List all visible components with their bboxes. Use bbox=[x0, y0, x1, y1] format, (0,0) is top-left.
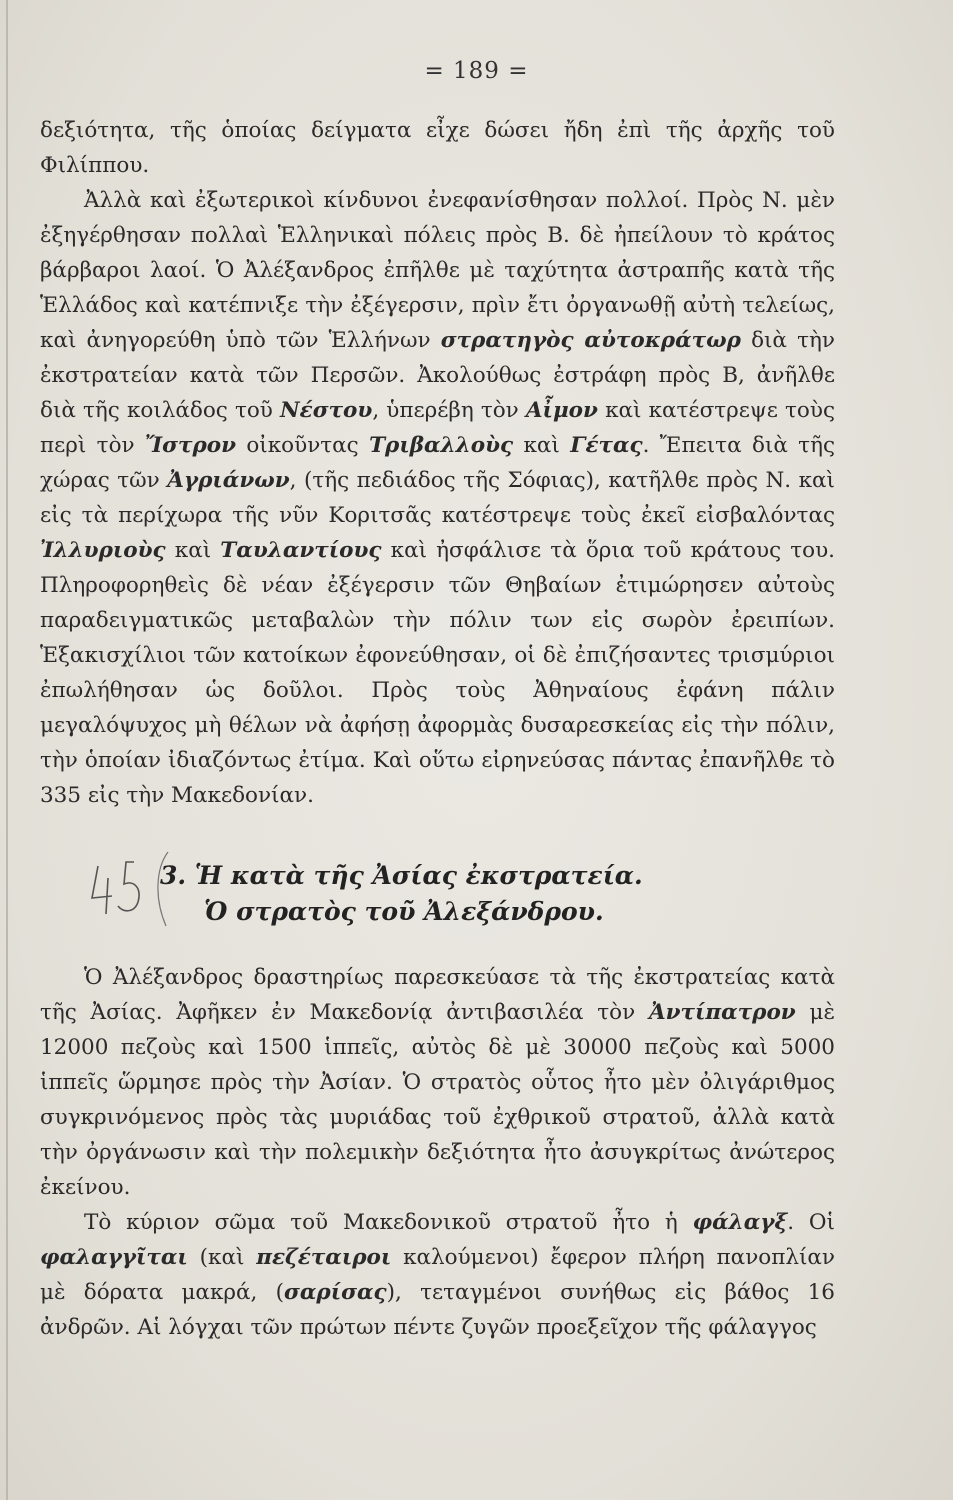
emphasized-term: σαρίσας bbox=[284, 1280, 387, 1305]
section-heading bbox=[160, 858, 643, 930]
emphasized-term: Νέστου bbox=[280, 398, 373, 423]
body-text-bottom bbox=[40, 960, 835, 1345]
text-run: ), τεταγμένοι συνήθως εἰς βάθος 16 ἀνδρῶν. Αἱ λόγχαι τῶν πρώτων πέντε ζυγῶν προεξεῖχον τῆς φάλαγγος bbox=[40, 1280, 835, 1340]
text-run: . Οἱ bbox=[787, 1210, 835, 1235]
emphasized-term: στρατηγὸς αὐτοκράτωρ bbox=[440, 328, 741, 353]
paragraph-p3 bbox=[40, 960, 835, 1205]
emphasized-term: Γέτας bbox=[570, 433, 643, 458]
emphasized-term: Ἴστρον bbox=[144, 433, 237, 458]
text-run: (καὶ bbox=[187, 1245, 257, 1270]
text-run: καὶ bbox=[165, 538, 221, 563]
paragraph-p1 bbox=[40, 113, 835, 183]
text-run: οἰκοῦντας bbox=[236, 433, 370, 458]
heading-line-2: Ὁ στρατὸς τοῦ Ἀλεξάνδρου. bbox=[204, 897, 604, 926]
paragraph-p2 bbox=[40, 183, 835, 813]
text-run: , (τῆς πεδιάδος τῆς Σόφιας), κατῆλθε πρὸς Ν. καὶ εἰς τὰ περίχωρα τῆς νῦν Κοριτσᾶς κατέστρεψε τοὺς ἐκεῖ εἰσβαλόντας bbox=[40, 468, 835, 528]
text-run: Ὁ Ἀλέξανδρος δραστηρίως παρεσκεύασε τὰ τῆς ἐκστρατείας κατὰ τῆς Ἀσίας. Ἀφῆκεν ἐν Μακεδονίᾳ ἀντιβασιλέα τὸν bbox=[40, 965, 835, 1025]
text-run: , ὑπερέβη τὸν bbox=[372, 398, 526, 423]
emphasized-term: πεζέταιροι bbox=[256, 1245, 392, 1270]
paragraph-p4 bbox=[40, 1205, 835, 1345]
text-run: καλούμενοι) ἔφερον πλήρη πανοπλίαν μὲ δόρατα μακρά, ( bbox=[40, 1245, 835, 1305]
text-run: διὰ τὴν ἐκστρατείαν κατὰ τῶν Περσῶν. Ἀκολούθως ἐστράφη πρὸς Β, ἀνῆλθε διὰ τῆς κοιλάδος τοῦ bbox=[40, 328, 835, 423]
emphasized-term: φάλαγξ bbox=[692, 1210, 788, 1235]
text-run: . Ἔπειτα διὰ τῆς χώρας τῶν bbox=[40, 433, 835, 493]
page-edge bbox=[6, 0, 8, 1500]
text-run: μὲ 12000 πεζοὺς καὶ 1500 ἱππεῖς, αὐτὸς δὲ μὲ 30000 πεζοὺς καὶ 5000 ἱππεῖς ὥρμησε πρὸς τὴν Ἀσίαν. Ὁ στρατὸς οὗτος ἦτο μὲν ὀλιγάριθμος συγκρινόμενος πρὸς τὰς μυριάδας τοῦ ἐχθρικοῦ στρατοῦ, ἀλλὰ κατὰ τὴν ὀργάνωσιν καὶ τὴν πολεμικὴν δεξιότητα ἦτο ἀσυγκρίτως ἀνώτερος ἐκείνου. bbox=[40, 1000, 835, 1200]
emphasized-term: Τριβαλλοὺς bbox=[369, 433, 514, 458]
text-run: Τὸ κύριον σῶμα τοῦ Μακεδονικοῦ στρατοῦ ἦτο ἡ bbox=[84, 1210, 693, 1235]
text-run: καὶ ἠσφάλισε τὰ ὅρια τοῦ κράτους του. Πληροφορηθεὶς δὲ νέαν ἐξέγερσιν τῶν Θηβαίων ἐτιμώρησεν αὐτοὺς παραδειγματικῶς μεταβαλὼν τὴν πόλιν των εἰς σωρὸν ἐρειπίων. Ἑξακισχίλιοι τῶν κατοίκων ἐφονεύθησαν, οἱ δὲ ἐπιζήσαντες τρισμύριοι ἐπωλήθησαν ὡς δοῦλοι. Πρὸς τοὺς Ἀθηναίους ἐφάνη πάλιν μεγαλόψυχος μὴ θέλων νὰ ἀφήσῃ ἀφορμὰς δυσαρεσκείας εἰς τὴν πόλιν, τὴν ὁποίαν ἰδιαζόντως ἐτίμα. Καὶ οὕτω εἰρηνεύσας πάντας ἐπανῆλθε τὸ 335 εἰς τὴν Μακεδονίαν. bbox=[40, 538, 835, 808]
text-run: Ἀλλὰ καὶ ἐξωτερικοὶ κίνδυνοι ἐνεφανίσθησαν πολλοί. Πρὸς Ν. μὲν ἐξηγέρθησαν πολλαὶ Ἑλληνικαὶ πόλεις πρὸς Β. δὲ ἠπείλουν τὸ κράτος βάρβαροι λαοί. Ὁ Ἀλέξανδρος ἐπῆλθε μὲ ταχύτητα ἀστραπῆς κατὰ τῆς Ἑλλάδος καὶ κατέπνιξε τὴν ἐξέγερσιν, πρὶν ἔτι ὀργανωθῇ αὐτὴ τελείως, καὶ ἀνηγορεύθη ὑπὸ τῶν Ἑλλήνων bbox=[40, 188, 835, 353]
text-run: καὶ κατέστρεψε τοὺς περὶ τὸν bbox=[40, 398, 835, 458]
text-run: καὶ bbox=[513, 433, 571, 458]
emphasized-term: Ταυλαντίους bbox=[220, 538, 382, 563]
emphasized-term: Ἰλλυριοὺς bbox=[40, 538, 166, 563]
emphasized-term: Ἀγριάνων bbox=[167, 468, 290, 493]
body-text-top bbox=[40, 113, 835, 813]
heading-line-1: 3. Ἡ κατὰ τῆς Ἀσίας ἐκστρατεία. bbox=[160, 861, 643, 890]
page-number: = 189 = bbox=[424, 58, 529, 84]
emphasized-term: Αἶμον bbox=[525, 398, 598, 423]
text-run: δεξιότητα, τῆς ὁποίας δείγματα εἶχε δώσει ἤδη ἐπὶ τῆς ἀρχῆς τοῦ Φιλίππου. bbox=[40, 118, 835, 178]
emphasized-term: Ἀντίπατρον bbox=[648, 1000, 796, 1025]
emphasized-term: φαλαγγῖται bbox=[40, 1245, 188, 1270]
